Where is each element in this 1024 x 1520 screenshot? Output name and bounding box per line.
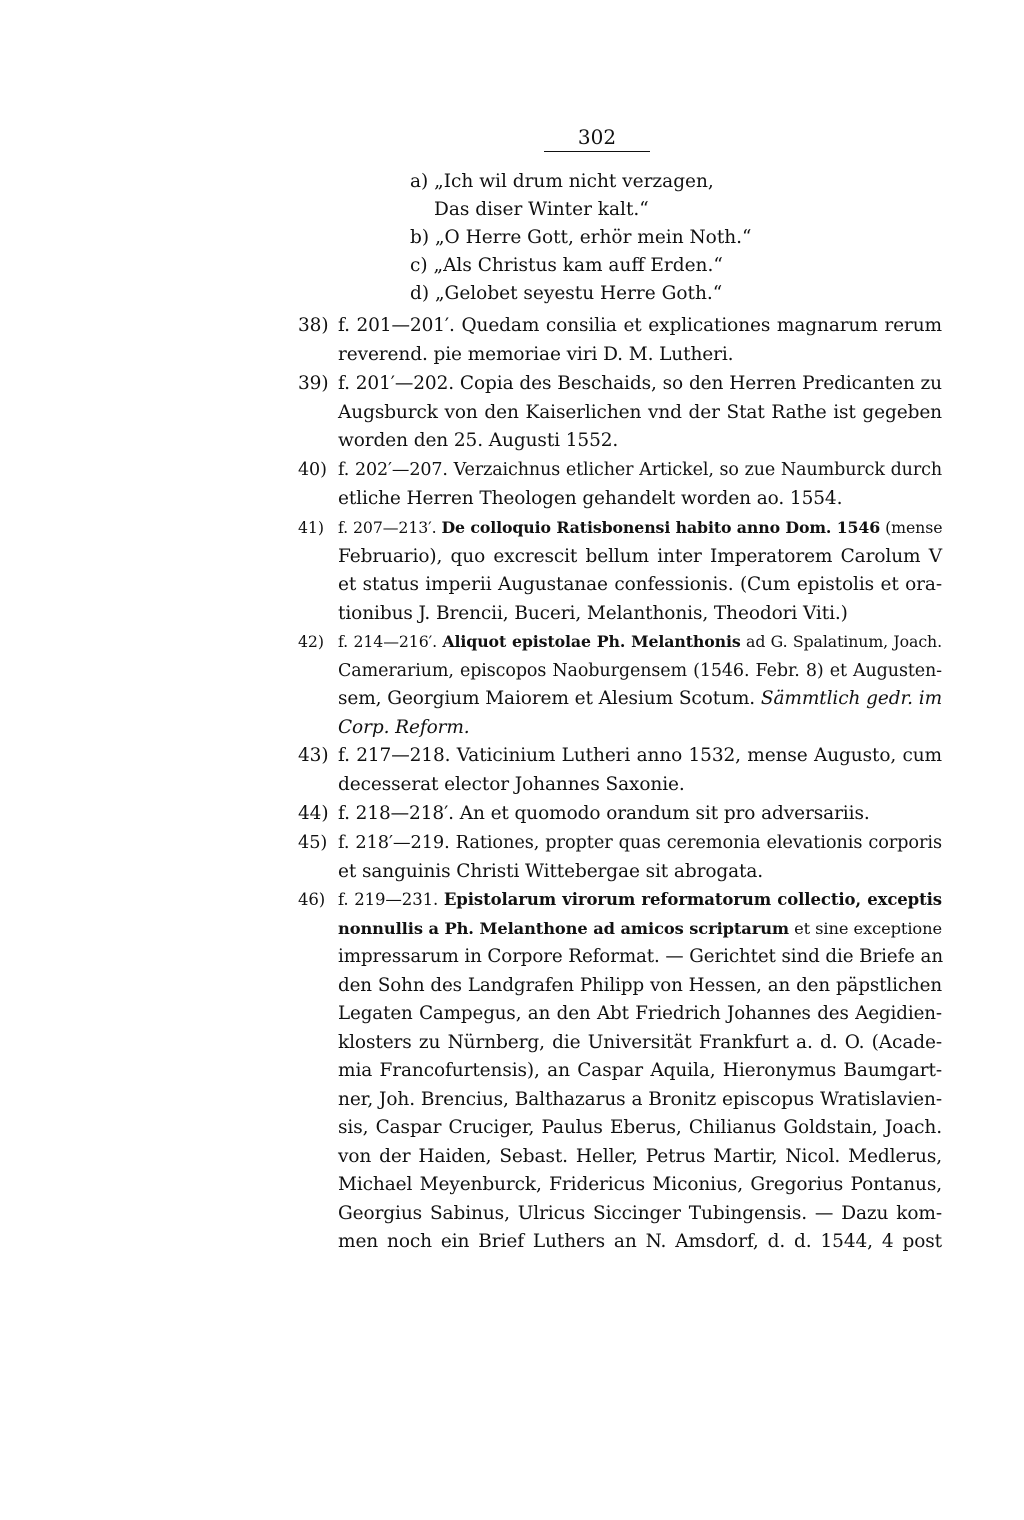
- entry-line: 40) f. 202′—207. Verzaichnus etlicher Artickel, so zue Naumburck durch: [298, 456, 942, 485]
- entry-line: et status imperii Augustanae confessionis. (Cum epistolis et ora-: [338, 574, 942, 595]
- entry-line: Corp. Reform.: [338, 716, 470, 738]
- song-label: c): [410, 255, 428, 276]
- entry-line: worden den 25. Augusti 1552.: [338, 430, 619, 451]
- song-label: b): [410, 227, 430, 248]
- entry-line: Michael Meyenburck, Fridericus Miconius, Gregorius Pontanus,: [338, 1174, 942, 1195]
- entry-number: 42): [298, 632, 324, 651]
- entry-number: 38): [298, 315, 329, 336]
- song-item-d: [410, 280, 722, 308]
- entry-number: 45): [298, 833, 328, 853]
- song-text: „Ich wil drum nicht verzagen,: [434, 171, 714, 192]
- entry-number: 39): [298, 373, 329, 394]
- entry-44: [298, 800, 942, 829]
- entry-38: [298, 312, 942, 369]
- entry-number: 41): [298, 518, 324, 537]
- entry-line: Augsburck von den Kaiserlichen vnd der Stat Rathe ist gegeben: [338, 401, 942, 423]
- entry-43: [298, 742, 942, 799]
- entry-line: 39) f. 201′—202. Copia des Beschaids, so den Herren Predicanten zu: [298, 370, 942, 399]
- entry-number: 43): [298, 745, 329, 766]
- entry-46: [298, 886, 942, 1257]
- song-item-c: [410, 252, 723, 280]
- entry-number: 40): [298, 460, 327, 480]
- entry-line: decesserat elector Johannes Saxonie.: [338, 773, 685, 795]
- song-item-a: [410, 168, 714, 196]
- entry-line: von der Haiden, Sebast. Heller, Petrus Martir, Nicol. Medlerus,: [338, 1145, 942, 1167]
- entry-45: [298, 829, 942, 886]
- song-text: „Gelobet seyestu Herre Goth.“: [434, 283, 723, 304]
- page-number: 302: [544, 124, 650, 152]
- entry-line: nonnullis a Ph. Melanthone ad amicos scriptarum et sine exceptione: [338, 918, 942, 938]
- song-item-a-cont: [434, 196, 649, 224]
- song-label: d): [410, 283, 430, 304]
- entry-line: 42) f. 214—216′. Aliquot epistolae Ph. Melanthonis ad G. Spalatinum, Joach.: [298, 628, 942, 657]
- entry-line: et sanguinis Christi Wittebergae sit abrogata.: [338, 860, 764, 882]
- song-item-b: [410, 224, 752, 252]
- entry-number: 44): [298, 803, 329, 824]
- entry-40: [298, 456, 942, 513]
- entry-42: [298, 628, 942, 742]
- entry-line: ner, Joh. Brencius, Balthazarus a Bronitz episcopus Wratislavien-: [338, 1088, 942, 1110]
- entry-line: Legaten Campegus, an den Abt Friedrich Johannes des Aegidien-: [338, 1003, 942, 1024]
- entry-41: [298, 514, 942, 628]
- entry-line: men noch ein Brief Luthers an N. Amsdorf, d. d. 1544, 4 post: [338, 1231, 942, 1252]
- entry-line: tionibus J. Brencii, Buceri, Melanthonis, Theodori Viti.): [338, 602, 848, 624]
- entry-line: Georgius Sabinus, Ulricus Siccinger Tubingensis. — Dazu kom-: [338, 1202, 942, 1224]
- entry-line: Februario), quo excrescit bellum inter Imperatorem Carolum V: [338, 545, 942, 567]
- song-text: „O Herre Gott, erhör mein Noth.“: [434, 227, 752, 248]
- entry-line: mia Francofurtensis), an Caspar Aquila, Hieronymus Baumgart-: [338, 1060, 942, 1081]
- entry-line: sis, Caspar Cruciger, Paulus Eberus, Chilianus Goldstain, Joach.: [338, 1117, 942, 1138]
- entry-line: 38) f. 201—201′. Quedam consilia et explicationes magnarum rerum: [298, 312, 942, 341]
- entry-line: 44) f. 218—218′. An et quomodo orandum sit pro adversariis.: [298, 800, 942, 829]
- entry-line: reverend. pie memoriae viri D. M. Lutheri.: [338, 343, 734, 365]
- entry-line: den Sohn des Landgrafen Philipp von Hessen, an den päpstlichen: [338, 974, 942, 996]
- entry-line: sem, Georgium Maiorem et Alesium Scotum. Sämmtlich gedr. im: [338, 688, 943, 709]
- entry-line: etliche Herren Theologen gehandelt worden ao. 1554.: [338, 487, 843, 509]
- entry-39: [298, 370, 942, 456]
- entry-number: 46): [298, 890, 326, 909]
- entry-line: 46) f. 219—231. Epistolarum virorum reformatorum collectio, exceptis: [298, 886, 942, 915]
- song-text: Das diser Winter kalt.“: [434, 199, 649, 220]
- song-text: „Als Christus kam auff Erden.“: [433, 255, 723, 276]
- entry-line: klosters zu Nürnberg, die Universität Frankfurt a. d. O. (Acade-: [338, 1031, 942, 1053]
- entry-line: 45) f. 218′—219. Rationes, propter quas ceremonia elevationis corporis: [298, 829, 942, 858]
- song-label: a): [410, 171, 429, 192]
- entry-line: Camerarium, episcopos Naoburgensem (1546. Febr. 8) et Augusten-: [338, 660, 942, 681]
- entry-line: 41) f. 207—213′. De colloquio Ratisbonensi habito anno Dom. 1546 (mense: [298, 514, 942, 543]
- entry-line: impressarum in Corpore Reformat. — Gerichtet sind die Briefe an: [338, 946, 943, 967]
- entry-line: 43) f. 217—218. Vaticinium Lutheri anno 1532, mense Augusto, cum: [298, 742, 942, 771]
